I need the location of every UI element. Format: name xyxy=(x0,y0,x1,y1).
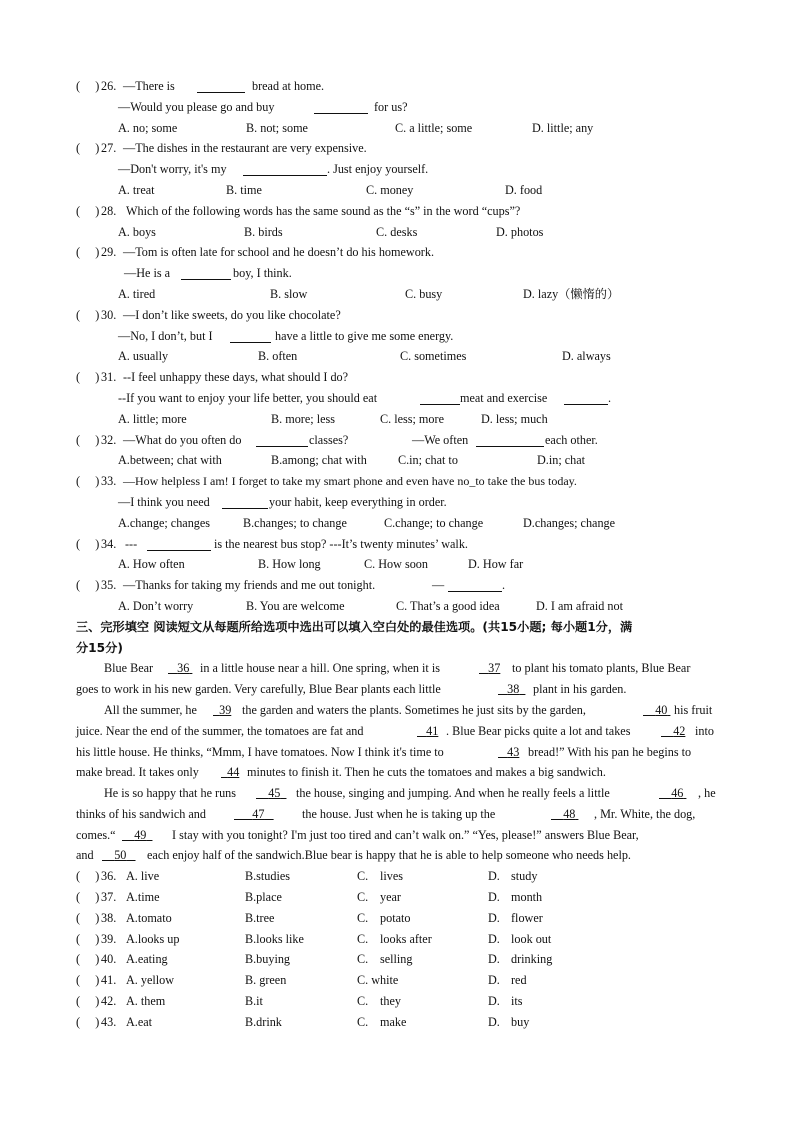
passage-text: He is so happy that he runs xyxy=(104,786,237,801)
option-2[interactable]: C. xyxy=(357,952,369,967)
section-heading: 三、完形填空 阅读短文从每题所给选项中选出可以填入空白处的最佳选项。(共15小题; 每小题1分，满 xyxy=(76,619,633,634)
option-0[interactable]: A.eating xyxy=(126,952,168,967)
section-heading-cont: 分15分) xyxy=(76,640,123,655)
question-line xyxy=(76,97,720,118)
passage-line xyxy=(76,742,720,763)
option-4[interactable]: D. xyxy=(488,994,500,1009)
answer-paren[interactable]: ( ) xyxy=(76,245,100,260)
question-text: —Thanks for taking my friends and me out tonight. xyxy=(123,578,376,593)
cloze-question-row xyxy=(76,908,720,929)
question-number: 40. xyxy=(101,952,117,967)
answer-paren[interactable]: ( ) xyxy=(76,578,100,593)
answer-blank xyxy=(222,496,268,509)
option-1[interactable]: B.studies xyxy=(245,869,291,884)
question-text: --If you want to enjoy your life better, you should eat xyxy=(118,390,378,405)
answer-blank xyxy=(243,163,327,176)
question-text: —We often xyxy=(412,432,469,447)
option-c[interactable]: C. That’s a good idea xyxy=(396,598,500,613)
option-a[interactable]: A. little; more xyxy=(118,411,187,426)
option-d[interactable]: D. How far xyxy=(468,557,524,572)
answer-paren[interactable]: ( ) xyxy=(76,79,100,93)
passage-text: , he xyxy=(698,786,716,801)
passage-text: make bread. It takes only xyxy=(76,765,199,780)
option-c[interactable]: C. a little; some xyxy=(395,120,473,135)
question-text: . xyxy=(502,578,506,593)
question-number: 34. xyxy=(101,536,117,551)
options-row xyxy=(76,596,720,617)
blank-42[interactable] xyxy=(661,721,685,742)
question-32 xyxy=(76,430,720,451)
option-4[interactable]: D. xyxy=(488,910,500,925)
question-text: bread at home. xyxy=(252,79,325,93)
question-text: —How helpless I am! I forget to take my smart phone and even have no_to take the bus today. xyxy=(123,474,577,489)
option-1[interactable]: B.drink xyxy=(245,1014,282,1029)
blank-36[interactable] xyxy=(168,658,192,679)
answer-paren[interactable]: ( ) xyxy=(76,973,100,988)
question-text: . xyxy=(608,390,612,405)
options-row xyxy=(76,118,720,139)
option-1[interactable]: B.it xyxy=(245,994,263,1009)
option-0[interactable]: A.time xyxy=(126,890,160,905)
cloze-question-row xyxy=(76,991,720,1012)
question-number: 33. xyxy=(101,474,117,489)
passage-text: his fruit xyxy=(674,702,713,717)
question-line xyxy=(76,388,720,409)
option-b[interactable]: B. more; less xyxy=(271,411,335,426)
option-0[interactable]: A.looks up xyxy=(126,931,180,946)
option-2[interactable]: C. xyxy=(357,869,369,884)
blank-number: 46 xyxy=(671,786,684,801)
question-text: . Just enjoy yourself. xyxy=(327,162,429,177)
answer-blank xyxy=(476,434,544,447)
passage-text: I stay with you tonight? I'm just too tired and can’t walk on.” “Yes, please!” answers Blue Bear, xyxy=(172,827,639,842)
cloze-question-row xyxy=(76,1012,720,1033)
question-number: 41. xyxy=(101,973,117,988)
question-text: is the nearest bus stop? ---It’s twenty minutes’ walk. xyxy=(214,536,468,551)
passage-paragraph-2 xyxy=(76,700,720,783)
option-3[interactable]: make xyxy=(380,1014,407,1029)
option-a[interactable]: A. How often xyxy=(118,557,185,572)
option-a[interactable]: A. usually xyxy=(118,349,169,364)
question-text: your habit, keep everything in order. xyxy=(269,494,447,509)
passage-line xyxy=(76,700,720,721)
blank-number: 44 xyxy=(227,765,240,780)
option-1[interactable]: B. green xyxy=(245,973,287,988)
answer-blank xyxy=(314,101,368,114)
question-30 xyxy=(76,305,720,326)
option-4[interactable]: D. xyxy=(488,1014,500,1029)
blank-43[interactable] xyxy=(498,742,519,763)
answer-paren[interactable]: ( ) xyxy=(76,432,100,447)
blank-50[interactable] xyxy=(102,845,136,866)
answer-paren[interactable]: ( ) xyxy=(76,931,100,946)
answer-blank xyxy=(448,579,502,592)
passage-text: plant in his garden. xyxy=(533,682,627,697)
answer-blank xyxy=(181,267,231,280)
question-number: 32. xyxy=(101,432,117,447)
answer-paren[interactable]: ( ) xyxy=(76,952,100,967)
blank-number: 48 xyxy=(563,806,576,821)
question-text: classes? xyxy=(309,432,349,447)
answer-paren[interactable]: ( ) xyxy=(76,307,100,322)
blank-number: 40 xyxy=(655,702,668,717)
option-2[interactable]: C. xyxy=(357,910,369,925)
option-c[interactable]: C. sometimes xyxy=(400,349,467,364)
option-2[interactable]: C. xyxy=(357,994,369,1009)
option-d[interactable]: D. food xyxy=(505,182,543,197)
option-a[interactable]: A.between; chat with xyxy=(118,453,222,468)
blank-46[interactable] xyxy=(659,783,686,804)
option-a[interactable]: A. boys xyxy=(118,224,156,239)
option-5[interactable]: drinking xyxy=(511,952,553,967)
blank-number: 47 xyxy=(252,806,265,821)
option-0[interactable]: A. them xyxy=(126,994,166,1009)
passage-text: his little house. He thinks, “Mmm, I have tomatoes. Now I think it's time to xyxy=(76,744,444,759)
answer-paren[interactable]: ( ) xyxy=(76,474,100,489)
option-5[interactable]: flower xyxy=(511,910,543,925)
blank-number: 38 xyxy=(507,682,520,697)
option-b[interactable]: B. time xyxy=(226,182,262,197)
question-29 xyxy=(76,242,720,263)
question-text: Which of the following words has the same sound as the “s” in the word “cups”? xyxy=(126,203,521,218)
options-row xyxy=(76,554,720,575)
question-text: — xyxy=(432,578,445,593)
answer-paren[interactable]: ( ) xyxy=(76,994,100,1009)
option-1[interactable]: B.looks like xyxy=(245,931,304,946)
question-text: —There is xyxy=(123,79,175,93)
option-5[interactable]: red xyxy=(511,973,527,988)
question-33 xyxy=(76,471,720,492)
option-b[interactable]: B.changes; to change xyxy=(243,515,347,530)
question-text: —Don't worry, it's my xyxy=(118,162,227,177)
cloze-options-list xyxy=(76,866,720,1032)
question-27 xyxy=(76,138,720,159)
question-35 xyxy=(76,575,720,596)
option-a[interactable]: A.change; changes xyxy=(118,515,211,530)
option-d[interactable]: D. lazy（懒惰的） xyxy=(523,286,620,301)
option-d[interactable]: D.changes; change xyxy=(523,515,616,530)
option-4[interactable]: D. xyxy=(488,952,500,967)
question-text: —I don’t like sweets, do you like chocolate? xyxy=(123,307,341,322)
exam-page xyxy=(76,76,720,1033)
blank-number: 45 xyxy=(268,786,281,801)
answer-blank xyxy=(256,434,308,447)
option-c[interactable]: C. money xyxy=(366,182,414,197)
option-4[interactable]: D. xyxy=(488,890,500,905)
option-0[interactable]: A. yellow xyxy=(126,973,175,988)
answer-paren[interactable]: ( ) xyxy=(76,890,100,905)
question-31 xyxy=(76,367,720,388)
question-text: —No, I don’t, but I xyxy=(118,328,213,343)
passage-text: All the summer, he xyxy=(104,702,197,717)
question-28 xyxy=(76,201,720,222)
question-number: 38. xyxy=(101,910,117,925)
question-text: each other. xyxy=(545,432,598,447)
option-0[interactable]: A.tomato xyxy=(126,910,172,925)
question-number: 30. xyxy=(101,307,117,322)
cloze-question-row xyxy=(76,970,720,991)
option-a[interactable]: A. tired xyxy=(118,286,156,301)
option-5[interactable]: study xyxy=(511,869,538,884)
answer-blank xyxy=(230,330,271,343)
question-34 xyxy=(76,534,720,555)
blank-number: 50 xyxy=(114,848,127,863)
option-5[interactable]: month xyxy=(511,890,543,905)
passage-text: the garden and waters the plants. Sometimes he just sits by the garden, xyxy=(242,702,586,717)
question-number: 39. xyxy=(101,931,117,946)
option-4[interactable]: D. xyxy=(488,869,500,884)
answer-paren[interactable]: ( ) xyxy=(76,869,100,884)
passage-text: the house, singing and jumping. And when he really feels a little xyxy=(296,786,610,801)
answer-paren[interactable]: ( ) xyxy=(76,910,100,925)
option-d[interactable]: D.in; chat xyxy=(537,453,586,468)
passage-text: comes.“ xyxy=(76,827,116,842)
question-text: —He is a xyxy=(124,266,171,281)
blank-number: 42 xyxy=(673,723,686,738)
question-text: have a little to give me some energy. xyxy=(275,328,454,343)
cloze-question-row xyxy=(76,929,720,950)
passage-text: , Mr. White, the dog, xyxy=(594,806,696,821)
passage-text: bread!” With his pan he begins to xyxy=(528,744,692,759)
question-line xyxy=(76,492,720,513)
option-0[interactable]: A. live xyxy=(126,869,160,884)
option-b[interactable]: B. not; some xyxy=(246,120,308,135)
option-c[interactable]: C. less; more xyxy=(380,411,444,426)
passage-line xyxy=(76,679,720,700)
answer-paren[interactable]: ( ) xyxy=(76,1014,100,1029)
question-number: 35. xyxy=(101,578,117,593)
option-c[interactable]: C. desks xyxy=(376,224,418,239)
option-d[interactable]: D. always xyxy=(562,349,611,364)
question-text: boy, I think. xyxy=(233,266,292,281)
cloze-question-row xyxy=(76,887,720,908)
option-a[interactable]: A. treat xyxy=(118,182,155,197)
blank-number: 41 xyxy=(426,723,439,738)
question-number: 27. xyxy=(101,141,117,156)
question-number: 31. xyxy=(101,370,117,385)
option-d[interactable]: D. photos xyxy=(496,224,544,239)
blank-47[interactable] xyxy=(234,804,274,825)
option-0[interactable]: A.eat xyxy=(126,1014,153,1029)
question-number: 43. xyxy=(101,1014,117,1029)
question-number: 28. xyxy=(101,203,117,218)
options-row xyxy=(76,409,720,430)
option-c[interactable]: C.change; to change xyxy=(384,515,484,530)
passage-paragraph-3 xyxy=(76,783,720,866)
passage-text: in a little house near a hill. One spring, when it is xyxy=(200,661,440,676)
question-number: 37. xyxy=(101,890,117,905)
passage-text: goes to work in his new garden. Very carefully, Blue Bear plants each little xyxy=(76,682,441,697)
option-d[interactable]: D. less; much xyxy=(481,411,548,426)
blank-39[interactable] xyxy=(213,700,231,721)
option-b[interactable]: B. You are welcome xyxy=(246,598,345,613)
options-row xyxy=(76,180,720,201)
option-4[interactable]: D. xyxy=(488,931,500,946)
passage-line xyxy=(76,845,720,866)
passage-line xyxy=(76,825,720,846)
option-d[interactable]: D. little; any xyxy=(532,120,594,135)
passage-text: and xyxy=(76,848,94,863)
answer-blank xyxy=(420,392,460,405)
answer-blank xyxy=(147,538,211,551)
cloze-question-row xyxy=(76,866,720,887)
answer-paren[interactable]: ( ) xyxy=(76,370,100,385)
blank-40[interactable] xyxy=(643,700,670,721)
question-line xyxy=(76,326,720,347)
blank-number: 49 xyxy=(134,827,147,842)
passage-text: Blue Bear xyxy=(104,661,154,676)
blank-41[interactable] xyxy=(417,721,438,742)
option-b[interactable]: B. birds xyxy=(244,224,283,239)
options-row xyxy=(76,222,720,243)
question-text: —What do you often do xyxy=(123,432,242,447)
passage-text: each enjoy half of the sandwich.Blue bear is happy that he is able to help someone who needs help. xyxy=(147,848,631,863)
blank-45[interactable] xyxy=(256,783,286,804)
blank-number: 39 xyxy=(219,702,232,717)
answer-paren[interactable]: ( ) xyxy=(76,203,100,218)
passage-line xyxy=(76,804,720,825)
passage-text: to plant his tomato plants, Blue Bear xyxy=(512,661,691,676)
question-number: 42. xyxy=(101,994,117,1009)
option-3[interactable]: potato xyxy=(380,910,411,925)
passage-text: minutes to finish it. Then he cuts the tomatoes and makes a big sandwich. xyxy=(247,765,606,780)
question-number: 29. xyxy=(101,245,117,260)
blank-37[interactable] xyxy=(479,658,500,679)
blank-44[interactable] xyxy=(221,762,239,783)
passage-text: juice. Near the end of the summer, the tomatoes are fat and xyxy=(76,723,364,738)
option-c[interactable]: C. How soon xyxy=(364,557,428,572)
options-row xyxy=(76,346,720,367)
option-a[interactable]: A. Don’t worry xyxy=(118,598,194,613)
option-b[interactable]: B. often xyxy=(258,349,298,364)
question-text: —I think you need xyxy=(118,494,210,509)
answer-blank xyxy=(197,80,245,93)
option-1[interactable]: B.place xyxy=(245,890,282,905)
option-4[interactable]: D. xyxy=(488,973,500,988)
passage-text: thinks of his sandwich and xyxy=(76,806,206,821)
option-1[interactable]: B.tree xyxy=(245,910,275,925)
question-line xyxy=(76,263,720,284)
passage-line xyxy=(76,721,720,742)
options-row xyxy=(76,513,720,534)
question-number: 26. xyxy=(101,79,117,93)
question-text: meat and exercise xyxy=(460,390,548,405)
blank-49[interactable] xyxy=(122,825,152,846)
passage-paragraph-1 xyxy=(76,658,720,700)
blank-48[interactable] xyxy=(551,804,578,825)
option-c[interactable]: C.in; chat to xyxy=(398,453,458,468)
blank-number: 37 xyxy=(488,661,501,676)
question-text: --- xyxy=(125,536,138,551)
options-row xyxy=(76,450,720,471)
option-2[interactable]: C. xyxy=(357,1014,369,1029)
option-3[interactable]: year xyxy=(380,890,401,905)
option-2[interactable]: C. xyxy=(357,931,369,946)
option-2[interactable]: C. xyxy=(357,890,369,905)
options-row xyxy=(76,284,720,305)
option-b[interactable]: B.among; chat with xyxy=(271,453,367,468)
passage-line xyxy=(76,783,720,804)
option-3[interactable]: they xyxy=(380,994,401,1009)
option-2[interactable]: C. white xyxy=(357,973,399,988)
passage-line xyxy=(76,658,720,679)
blank-number: 36 xyxy=(177,661,190,676)
answer-blank xyxy=(564,392,608,405)
answer-paren[interactable]: ( ) xyxy=(76,141,100,156)
blank-38[interactable] xyxy=(498,679,525,700)
blank-number: 43 xyxy=(507,744,520,759)
answer-paren[interactable]: ( ) xyxy=(76,536,100,551)
question-text: —The dishes in the restaurant are very expensive. xyxy=(123,141,367,156)
option-5[interactable]: look out xyxy=(511,931,552,946)
option-a[interactable]: A. no; some xyxy=(118,120,178,135)
passage-text: the house. Just when he is taking up the xyxy=(302,806,496,821)
option-3[interactable]: looks after xyxy=(380,931,432,946)
option-b[interactable]: B. slow xyxy=(270,286,308,301)
option-c[interactable]: C. busy xyxy=(405,286,443,301)
option-3[interactable]: selling xyxy=(380,952,413,967)
passage-text: . Blue Bear picks quite a lot and takes xyxy=(446,723,631,738)
option-b[interactable]: B. How long xyxy=(258,557,321,572)
option-5[interactable]: its xyxy=(511,994,523,1009)
passage-text: into xyxy=(695,723,714,738)
passage-line xyxy=(76,762,720,783)
option-3[interactable]: lives xyxy=(380,869,404,884)
question-line xyxy=(76,159,720,180)
option-1[interactable]: B.buying xyxy=(245,952,291,967)
question-number: 36. xyxy=(101,869,117,884)
question-text: —Tom is often late for school and he doesn’t do his homework. xyxy=(123,245,435,260)
question-text: for us? xyxy=(374,99,408,114)
question-26 xyxy=(76,76,720,97)
cloze-question-row xyxy=(76,949,720,970)
option-d[interactable]: D. I am afraid not xyxy=(536,598,623,613)
question-text: —Would you please go and buy xyxy=(118,99,275,114)
question-text: --I feel unhappy these days, what should I do? xyxy=(123,370,349,385)
option-5[interactable]: buy xyxy=(511,1014,530,1029)
